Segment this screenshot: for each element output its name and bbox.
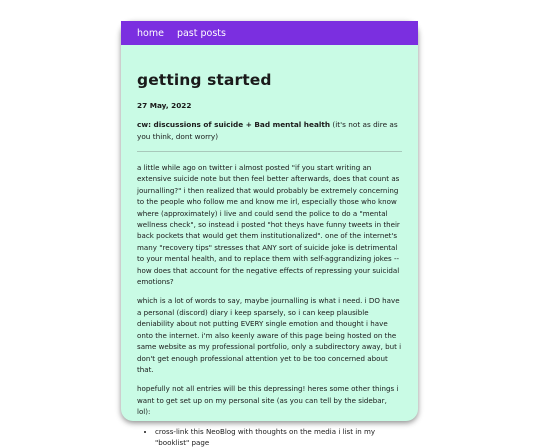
- post-paragraph-2: which is a lot of words to say, maybe journalling is what i need. i DO have a personal (discord) diary i keep sparsely, so i can keep plausible deniability about not putting EVERY single emotion and thought i have onto the internet. i'm also keenly aware of this page being hosted on the same website as my professional portfolio, only a subdirectory away, but i don't get enough professional attention yet to be too concerned about that.: [137, 296, 402, 374]
- post-paragraph-3: hopefully not all entries will be this depressing! heres some other things i want to get set up on my personal site (as you can tell by the sidebar, lol):: [137, 384, 399, 417]
- content-warning-label: cw: discussions of suicide + Bad mental health: [137, 120, 331, 129]
- post-date: 27 May, 2022: [137, 101, 192, 110]
- content-warning: [137, 119, 402, 142]
- post-title: getting started: [137, 71, 272, 89]
- nav-link-home[interactable]: home: [137, 27, 164, 39]
- content-warning-note: (it's not as dire as you think, dont worry): [137, 120, 398, 141]
- divider: [137, 151, 402, 152]
- nav-link-past-posts[interactable]: past posts: [176, 27, 226, 39]
- top-nav: [121, 21, 418, 45]
- post-content: [121, 45, 418, 448]
- blog-card: [121, 21, 418, 447]
- post-paragraph-1: a little while ago on twitter i almost posted "if you start writing an extensive suicide note but then feel better afterwards, does that count as journalling?" i then realized that would probably be extremely concerning to the people who follow me and know me irl, especially those who know where (approximately) i live and could send the police to do a "mental wellness check", so instead i posted "hot theys have funny tweets in their back pockets that would get them institutionalized". one of the internet's many "recovery tips" stresses that ANY sort of suicide joke is detrimental to your mental health, and to replace them with self-aggrandizing jokes -- how does that account for the negative effects of repressing your suicidal emotions?: [137, 163, 400, 287]
- list-item: • cross-link this NeoBlog with thoughts on the media i list in my "booklist" page: [155, 426, 402, 448]
- todo-list: [137, 426, 402, 448]
